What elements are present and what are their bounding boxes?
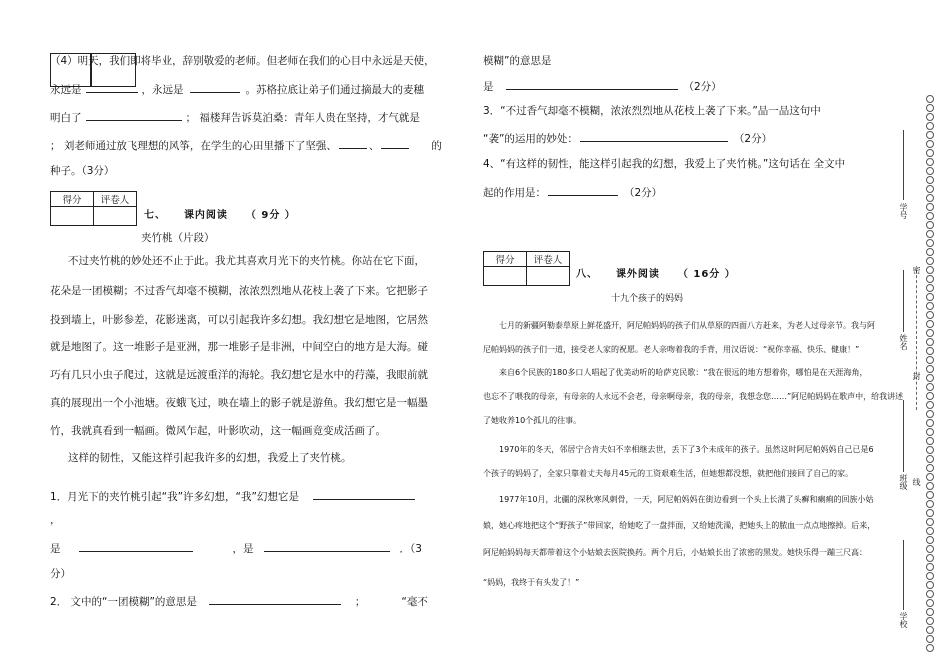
story-l1: 七月的新疆阿勒泰草原上鲜花盛开，阿尼帕妈妈的孩子们从草原的四面八方赶来，为老人过母亲节。我与阿 bbox=[499, 321, 875, 330]
binding-hole-icon bbox=[926, 194, 934, 202]
binding-hole-icon bbox=[926, 275, 934, 283]
binding-hole-icon bbox=[926, 536, 934, 544]
binding-hole-icon bbox=[926, 446, 934, 454]
feng-mark: 封 bbox=[912, 372, 921, 380]
score-label: 得分 bbox=[51, 192, 94, 207]
binding-hole-icon bbox=[926, 374, 934, 382]
story-l2: 尼帕妈妈的孩子们一道，接受老人家的祝愿。老人亲吻着我的手背，用汉语说：“祝你幸福、快乐、健康！” bbox=[483, 345, 860, 354]
binding-hole-icon bbox=[926, 230, 934, 238]
binding-hole-icon bbox=[926, 428, 934, 436]
binding-hole-icon bbox=[926, 410, 934, 418]
binding-hole-icon bbox=[926, 356, 934, 364]
binding-hole-icon bbox=[926, 185, 934, 193]
binding-hole-icon bbox=[926, 131, 934, 139]
q1-comma: ， bbox=[50, 514, 61, 526]
q4r-line2: 起的作用是： （2分） bbox=[483, 184, 662, 200]
xingming-line[interactable] bbox=[903, 270, 904, 332]
story-l7: 个孩子的妈妈了，全家只靠着丈夫每月45元的工资艰难生活，但她想都没想，就把他们接回了自己的家。 bbox=[483, 469, 854, 478]
binding-hole-icon bbox=[926, 203, 934, 211]
q4-line4: ； 刘老师通过放飞理想的风筝，在学生的心田里播下了坚强、 、 的 bbox=[50, 137, 442, 153]
binding-circles bbox=[925, 95, 935, 653]
binding-hole-icon bbox=[926, 500, 934, 508]
q4r-line1: 4、“有这样的韧性，能这样引起我的幻想，我爱上了夹竹桃。”这句话在 全文中 bbox=[483, 158, 846, 170]
blank[interactable] bbox=[209, 593, 341, 605]
q2-line2: 是 （2分） bbox=[483, 78, 722, 94]
xuexiao-line[interactable] bbox=[903, 540, 904, 610]
binding-hole-icon bbox=[926, 437, 934, 445]
binding-hole-icon bbox=[926, 257, 934, 265]
blank[interactable] bbox=[339, 137, 367, 149]
binding-hole-icon bbox=[926, 644, 934, 652]
blank[interactable] bbox=[580, 130, 728, 142]
q1-points: 分） bbox=[50, 568, 71, 580]
binding-hole-icon bbox=[926, 491, 934, 499]
passage-p1: 不过夹竹桃的妙处还不止于此。我尤其喜欢月光下的夹竹桃。你站在它下面， bbox=[68, 255, 425, 267]
binding-hole-icon bbox=[926, 122, 934, 130]
binding-hole-icon bbox=[926, 320, 934, 328]
passage-p7: 竹，我就真看到一幅画。微风乍起，叶影吹动，这一幅画竟变成活画了。 bbox=[50, 425, 386, 437]
binding-hole-icon bbox=[926, 212, 934, 220]
binding-hole-icon bbox=[926, 104, 934, 112]
binding-hole-icon bbox=[926, 365, 934, 373]
binding-hole-icon bbox=[926, 176, 934, 184]
grader-label: 评卷人 bbox=[527, 252, 570, 267]
q1-line2: 是 ，是 ．（3 bbox=[50, 540, 422, 556]
passage-p5: 巧有几只小虫子爬过，这就是远渡重洋的海轮。我幻想它是水中的荇藻，我眼前就 bbox=[50, 369, 428, 381]
binding-hole-icon bbox=[926, 455, 934, 463]
q2-line1: 2． 文中的“一团模糊”的意思是 ； “毫不 bbox=[50, 593, 428, 609]
blank[interactable] bbox=[86, 81, 138, 93]
q2-cont: 模糊”的意思是 bbox=[483, 55, 552, 67]
blank[interactable] bbox=[86, 109, 182, 121]
binding-hole-icon bbox=[926, 311, 934, 319]
binding-hole-icon bbox=[926, 572, 934, 580]
binding-hole-icon bbox=[926, 221, 934, 229]
xuexiao-label: 学校 bbox=[899, 612, 908, 628]
story-l4: 也忘不了喂我的母亲，有母亲的人永远不会老，母亲啊母亲，我的母亲，我想念您……”阿尼帕妈妈在歌声中，给我讲述 bbox=[483, 392, 904, 401]
passage-end: 这样的韧性，又能这样引起我许多的幻想，我爱上了夹竹桃。 bbox=[68, 452, 352, 464]
passage-title: 夹竹桃（片段） bbox=[141, 232, 215, 244]
score-cell[interactable] bbox=[51, 207, 94, 226]
binding-hole-icon bbox=[926, 149, 934, 157]
binding-hole-icon bbox=[926, 626, 934, 634]
passage-p4: 就是地图了。这一堆影子是亚洲，那一堆影子是非洲，中间空白的地方是大海。碰 bbox=[50, 341, 428, 353]
blank[interactable] bbox=[381, 137, 409, 149]
q3-line1: 3．“不过香气却毫不模糊，浓浓烈烈地从花枝上袭了下来。”品一品这句中 bbox=[483, 105, 821, 117]
blank[interactable] bbox=[506, 78, 678, 90]
banji-line[interactable] bbox=[903, 400, 904, 472]
blank[interactable] bbox=[264, 540, 390, 552]
binding-hole-icon bbox=[926, 266, 934, 274]
score-table-7 bbox=[50, 191, 137, 226]
binding-hole-icon bbox=[926, 527, 934, 535]
binding-hole-icon bbox=[926, 518, 934, 526]
binding-hole-icon bbox=[926, 329, 934, 337]
passage-p3: 投到墙上，叶影参差，花影迷离，可以引起我许多幻想。我幻想它是地图，它居然 bbox=[50, 314, 428, 326]
binding-hole-icon bbox=[926, 419, 934, 427]
story-l3: 来自6个民族的180多口人唱起了优美动听的哈萨克民歌：“我在很远的地方想着你，哪怕是在天涯海角， bbox=[499, 368, 868, 377]
xingming-label: 姓名 bbox=[899, 334, 908, 350]
grader-cell[interactable] bbox=[94, 207, 137, 226]
xuehao-line[interactable] bbox=[903, 130, 904, 200]
grader-cell[interactable] bbox=[527, 267, 570, 286]
binding-hole-icon bbox=[926, 464, 934, 472]
seal-dash-line bbox=[916, 270, 917, 410]
binding-hole-icon bbox=[926, 608, 934, 616]
q4-line5: 种子。（3分） bbox=[50, 165, 115, 177]
passage-p2: 花朵是一团模糊；不过香气却毫不模糊，浓浓烈烈地从花枝上袭了下来。它把影子 bbox=[50, 285, 428, 297]
binding-hole-icon bbox=[926, 239, 934, 247]
binding-hole-icon bbox=[926, 95, 934, 103]
story-l9: 娘，她心疼地把这个“野孩子”带回家，给她吃了一盘拌面，又给她洗澡，把她头上的脓血一点点地擦掉。后来， bbox=[483, 521, 876, 530]
score-table-8 bbox=[483, 251, 570, 286]
binding-hole-icon bbox=[926, 338, 934, 346]
xian-mark: 线 bbox=[912, 478, 921, 486]
story-title: 十九个孩子的妈妈 bbox=[611, 294, 684, 304]
blank[interactable] bbox=[313, 488, 415, 500]
blank[interactable] bbox=[79, 540, 193, 552]
story-l5: 了她收养10个孤儿的往事。 bbox=[483, 416, 582, 425]
score-label: 得分 bbox=[484, 252, 527, 267]
binding-hole-icon bbox=[926, 113, 934, 121]
passage-p6: 真的展现出一个小池塘。夜蛾飞过，映在墙上的影子就是游鱼。我幻想它是一幅墨 bbox=[50, 397, 428, 409]
binding-hole-icon bbox=[926, 401, 934, 409]
q3-line2: “袭”的运用的妙处： （2分） bbox=[483, 130, 772, 146]
binding-hole-icon bbox=[926, 302, 934, 310]
blank[interactable] bbox=[190, 81, 240, 93]
binding-hole-icon bbox=[926, 284, 934, 292]
section7-title: 七、 课内阅读 （ 9分 ） bbox=[144, 210, 296, 221]
binding-hole-icon bbox=[926, 167, 934, 175]
binding-hole-icon bbox=[926, 482, 934, 490]
q4-line3: 明白了 ； 福楼拜告诉莫泊桑：青年人贵在坚持，才气就是 bbox=[50, 109, 420, 125]
binding-hole-icon bbox=[926, 392, 934, 400]
banji-label: 班级 bbox=[899, 474, 908, 490]
story-l11: “妈妈，我终于有头发了！” bbox=[483, 578, 580, 587]
binding-hole-icon bbox=[926, 635, 934, 643]
binding-hole-icon bbox=[926, 158, 934, 166]
section8-title: 八、 课外阅读 （ 16分 ） bbox=[576, 269, 736, 280]
binding-hole-icon bbox=[926, 599, 934, 607]
q1-line1: 1．月光下的夹竹桃引起“我”许多幻想，“我”幻想它是 bbox=[50, 488, 415, 504]
binding-hole-icon bbox=[926, 545, 934, 553]
binding-hole-icon bbox=[926, 473, 934, 481]
binding-hole-icon bbox=[926, 563, 934, 571]
mi-mark: 密 bbox=[912, 266, 921, 274]
story-l8: 1977年10月，北疆的深秋寒风刺骨，一天，阿尼帕妈妈在街边看到一个头上长满了头癣和瘌痢的回族小姑 bbox=[499, 495, 874, 504]
binding-hole-icon bbox=[926, 590, 934, 598]
grader-label: 评卷人 bbox=[94, 192, 137, 207]
binding-hole-icon bbox=[926, 581, 934, 589]
binding-hole-icon bbox=[926, 617, 934, 625]
binding-hole-icon bbox=[926, 248, 934, 256]
binding-hole-icon bbox=[926, 347, 934, 355]
binding-hole-icon bbox=[926, 383, 934, 391]
xuehao-label: 学号 bbox=[899, 203, 908, 219]
q4-line1: （4）明天，我们即将毕业，辞别敬爱的老师。但老师在我们的心目中永远是天使， bbox=[50, 55, 435, 67]
q4-line2: 永远是 ，永远是 。苏格拉底让弟子们通过摘最大的麦穗 bbox=[50, 81, 424, 97]
binding-hole-icon bbox=[926, 293, 934, 301]
score-cell[interactable] bbox=[484, 267, 527, 286]
blank[interactable] bbox=[548, 184, 618, 196]
story-l10: 阿尼帕妈妈每天都带着这个小姑娘去医院换药。两个月后，小姑娘长出了浓密的黑发。她快乐得一蹦三尺高： bbox=[483, 548, 867, 557]
binding-hole-icon bbox=[926, 554, 934, 562]
binding-hole-icon bbox=[926, 140, 934, 148]
story-l6: 1970年的冬天，邻居宁合肯夫妇不幸相继去世，丢下了3个未成年的孩子。虽然这时阿尼帕妈妈自己已是6 bbox=[499, 445, 874, 454]
binding-hole-icon bbox=[926, 509, 934, 517]
